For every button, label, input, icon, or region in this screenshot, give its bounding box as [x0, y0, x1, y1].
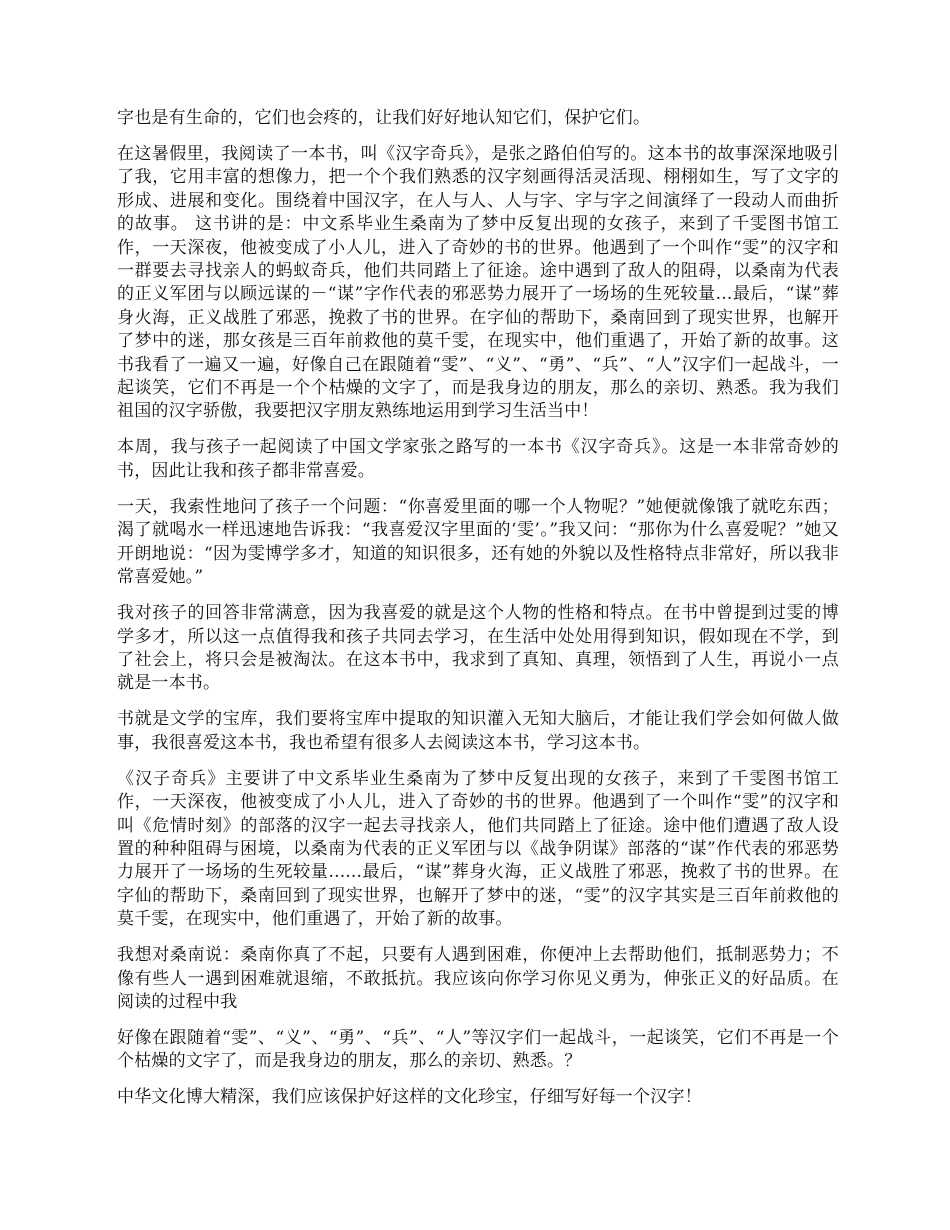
paragraph-3: 本周，我与孩子一起阅读了中国文学家张之路写的一本书《汉字奇兵》。这是一本非常奇妙的书，因此让我和孩子都非常喜爱。 — [117, 437, 839, 481]
paragraph-1: 字也是有生命的，它们也会疼的，让我们好好地认知它们，保护它们。 — [117, 108, 651, 128]
document-page — [117, 107, 839, 1122]
paragraph-2: 在这暑假里，我阅读了一本书，叫《汉字奇兵》，是张之路伯伯写的。这本书的故事深深地吸引了我，它用丰富的想像力，把一个个我们熟悉的汉字刻画得活灵活现、栩栩如生，写了文字的形成、进展和变化。围绕着中国汉字，在人与人、人与字、字与字之间演绎了一段动人而曲折的故事。 这书讲的是：中文系毕业生桑南为了梦中反复出现的女孩子，来到了千雯图书馆工作，一天深夜，他被变成了小人儿，进入了奇妙的书的世界。他遇到了一个叫作“雯”的汉字和一群要去寻找亲人的蚂蚁奇兵，他们共同踏上了征途。途中遇到了敌人的阻碍，以桑南为代表的正义军团与以顾远谋的－“谋”字作代表的邪恶势力展开了一场场的生死较量...最后，“谋”葬身火海，正义战胜了邪恶，挽救了书的世界。在字仙的帮助下，桑南回到了现实世界，也解开了梦中的迷，那女孩是三百年前救他的莫千雯，在现实中，他们重遇了，开始了新的故事。这书我看了一遍又一遍，好像自己在跟随着“雯”、“义”、“勇”、“兵”、“人”汉字们一起战斗，一起谈笑，它们不再是一个个枯燥的文字了，而是我身边的朋友，那么的亲切、熟悉。我为我们祖国的汉字骄傲，我要把汉字朋友熟练地运用到学习生活当中！ — [117, 144, 839, 422]
paragraph-10: 中华文化博大精深，我们应该保护好这样的文化珍宝，仔细写好每一个汉字！ — [117, 1087, 702, 1108]
paragraph-9: 好像在跟随着“雯”、“义”、“勇”、“兵”、“人”等汉字们一起战斗，一起谈笑，它们不再是一个个枯燥的文字了，而是我身边的朋友，那么的亲切、熟悉。？ — [117, 1027, 839, 1072]
paragraph-4: 一天，我索性地问了孩子一个问题：“你喜爱里面的哪一个人物呢？”她便就像饿了就吃东西；渴了就喝水一样迅速地告诉我：“我喜爱汉字里面的‘雯’。”我又问：“那你为什么喜爱呢？”她又开朗地说：“因为雯博学多才，知道的知识很多，还有她的外貌以及性格特点非常好，所以我非常喜爱她。” — [117, 496, 839, 588]
paragraph-7: 《汉子奇兵》主要讲了中文系毕业生桑南为了梦中反复出现的女孩子，来到了千雯图书馆工作，一天深夜，他被变成了小人儿，进入了奇妙的书的世界。他遇到了一个叫作“雯”的汉字和叫《危情时刻》的部落的汉字一起去寻找亲人，他们共同踏上了征途。途中他们遭遇了敌人设置的种种阻碍与困境，以桑南为代表的正义军团与以《战争阴谋》部落的“谋”作代表的邪恶势力展开了一场场的生死较量......最后，“谋”葬身火海，正义战胜了邪恶，挽救了书的世界。在字仙的帮助下，桑南回到了现实世界，也解开了梦中的迷，“雯”的汉字其实是三百年前救他的莫千雯，在现实中，他们重遇了，开始了新的故事。 — [117, 768, 839, 930]
paragraph-5: 我对孩子的回答非常满意，因为我喜爱的就是这个人物的性格和特点。在书中曾提到过雯的博学多才，所以这一点值得我和孩子共同去学习，在生活中处处用得到知识，假如现在不学，到了社会上，将只会是被淘汰。在这本书中，我求到了真知、真理，领悟到了人生，再说小一点就是一本书。 — [117, 603, 839, 694]
paragraph-8: 我想对桑南说：桑南你真了不起，只要有人遇到困难，你便冲上去帮助他们，抵制恶势力；不像有些人一遇到困难就退缩，不敢抵抗。我应该向你学习你见义勇为，伸张正义的好品质。在阅读的过程中我 — [117, 945, 839, 1012]
paragraph-6: 书就是文学的宝库，我们要将宝库中提取的知识灌入无知大脑后，才能让我们学会如何做人做事，我很喜爱这本书，我也希望有很多人去阅读这本书，学习这本书。 — [117, 709, 839, 753]
